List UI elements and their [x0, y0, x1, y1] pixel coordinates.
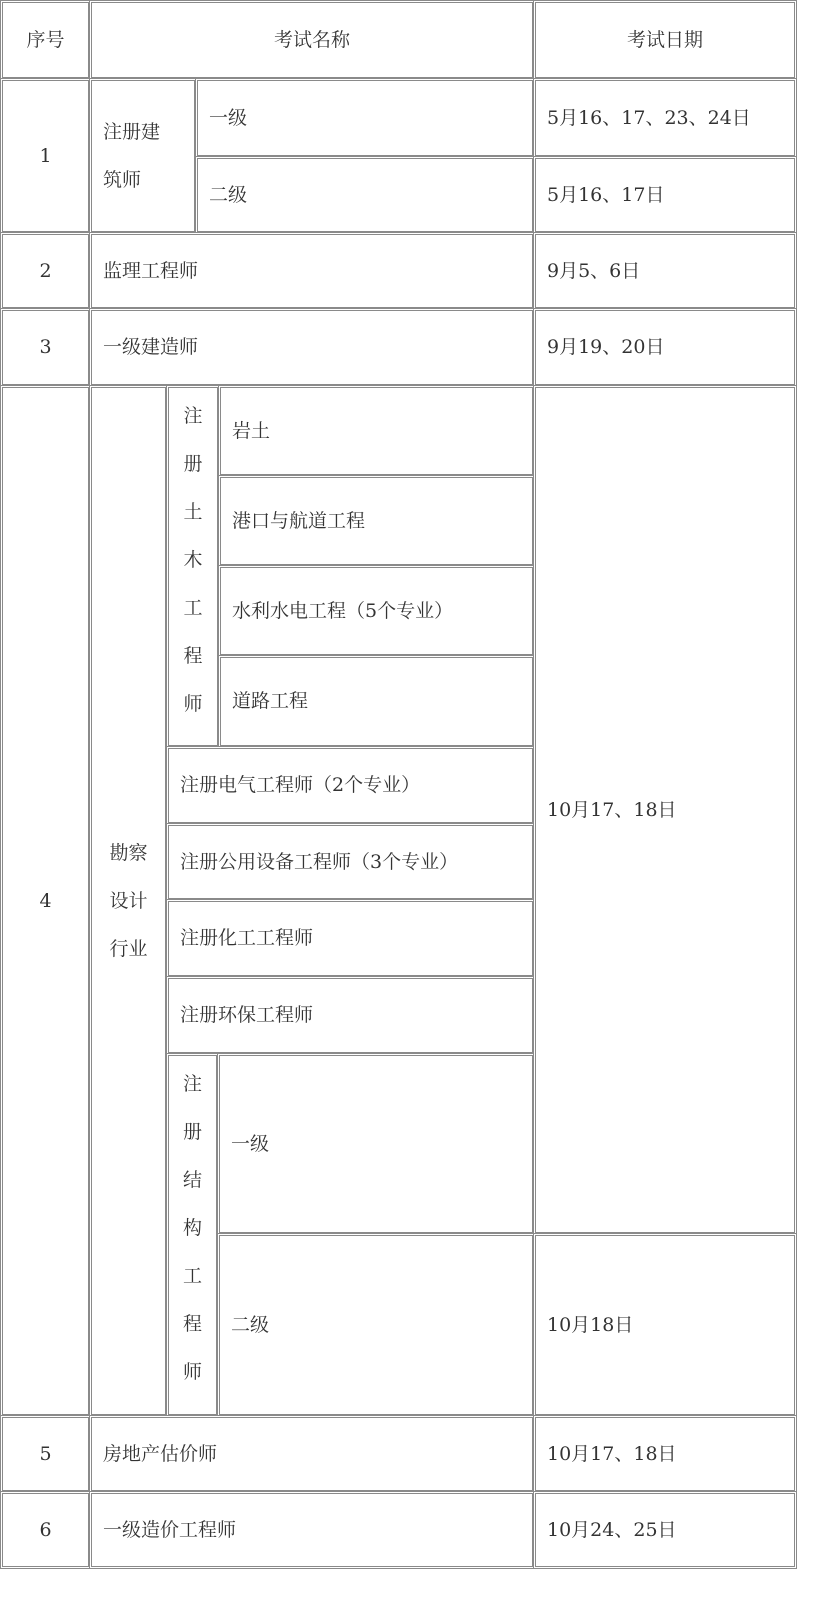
header-date-label: 考试日期 [626, 28, 703, 51]
structural-engineer-title: 注册结构工程师 [182, 1073, 202, 1383]
row5-date [533, 1415, 797, 1493]
civil-item-3-label: 水利水电工程（5个专业） [232, 599, 454, 622]
row3-date [533, 308, 797, 387]
row2-index-value: 2 [39, 259, 52, 282]
row4-index [0, 385, 91, 1417]
row1-group-label: 注册建筑师 [103, 121, 161, 191]
header-index [0, 0, 91, 80]
row4-group-label: 勘察设计行业 [109, 842, 148, 960]
civil-item-2 [218, 475, 535, 567]
electrical-engineer-label: 注册电气工程师（2个专业） [180, 774, 421, 797]
row6-index-value: 6 [39, 1518, 52, 1541]
header-name-label: 考试名称 [273, 28, 350, 51]
row2-date-value: 9月5、6日 [547, 259, 641, 282]
civil-engineer-group [166, 385, 220, 748]
structural-level2-label: 二级 [231, 1313, 270, 1336]
row3-index-value: 3 [39, 336, 52, 359]
row3-date-value: 9月19、20日 [547, 336, 665, 359]
row1-level1-date [533, 78, 797, 158]
row6-date-value: 10月24、25日 [547, 1518, 677, 1541]
row1-level1-date-value: 5月16、17、23、24日 [547, 106, 751, 129]
structural-level1-label: 一级 [231, 1132, 270, 1155]
row5-name [89, 1415, 535, 1493]
row6-date [533, 1491, 797, 1569]
row1-level2 [195, 156, 535, 234]
row4-date-structural-level2-value: 10月18日 [547, 1313, 634, 1336]
row1-index [0, 78, 91, 234]
row1-index-value: 1 [39, 144, 52, 167]
row2-date [533, 232, 797, 310]
row1-level2-date [533, 156, 797, 234]
row6-name [89, 1491, 535, 1569]
row2-name-value: 监理工程师 [103, 259, 199, 282]
civil-item-4-label: 道路工程 [232, 690, 309, 713]
civil-item-1-label: 岩土 [232, 419, 271, 442]
row1-level1 [195, 78, 535, 158]
row1-level2-date-value: 5月16、17日 [547, 183, 665, 206]
row4-date-main-value: 10月17、18日 [547, 798, 677, 821]
row3-name-value: 一级建造师 [103, 336, 199, 359]
row6-name-value: 一级造价工程师 [103, 1518, 237, 1541]
header-index-label: 序号 [26, 28, 65, 51]
row1-level2-name: 二级 [209, 183, 248, 206]
row3-index [0, 308, 91, 387]
row6-index [0, 1491, 91, 1569]
row4-date-structural-level2 [533, 1233, 797, 1417]
row5-index-value: 5 [39, 1442, 52, 1465]
utilities-engineer [166, 823, 535, 901]
row3-name [89, 308, 535, 387]
civil-item-4 [218, 655, 535, 748]
row5-name-value: 房地产估价师 [103, 1442, 218, 1465]
row2-index [0, 232, 91, 310]
row5-index [0, 1415, 91, 1493]
civil-engineer-title: 注册土木工程师 [183, 405, 203, 715]
structural-engineer-group [166, 1053, 219, 1417]
civil-item-2-label: 港口与航道工程 [232, 509, 366, 532]
row2-name [89, 232, 535, 310]
chemical-engineer-label: 注册化工工程师 [180, 927, 314, 950]
environmental-engineer-label: 注册环保工程师 [180, 1004, 314, 1027]
utilities-engineer-label: 注册公用设备工程师（3个专业） [180, 850, 459, 873]
civil-item-3 [218, 565, 535, 657]
civil-item-1 [218, 385, 535, 477]
row1-group [89, 78, 197, 234]
electrical-engineer [166, 746, 535, 825]
structural-level1 [217, 1053, 535, 1235]
structural-level2 [217, 1233, 535, 1417]
chemical-engineer [166, 899, 535, 978]
environmental-engineer [166, 976, 535, 1055]
row5-date-value: 10月17、18日 [547, 1442, 677, 1465]
row4-date-main [533, 385, 797, 1235]
header-name [89, 0, 535, 80]
row1-level1-name: 一级 [209, 106, 248, 129]
row4-index-value: 4 [39, 889, 52, 912]
header-date [533, 0, 797, 80]
row4-group [89, 385, 168, 1417]
